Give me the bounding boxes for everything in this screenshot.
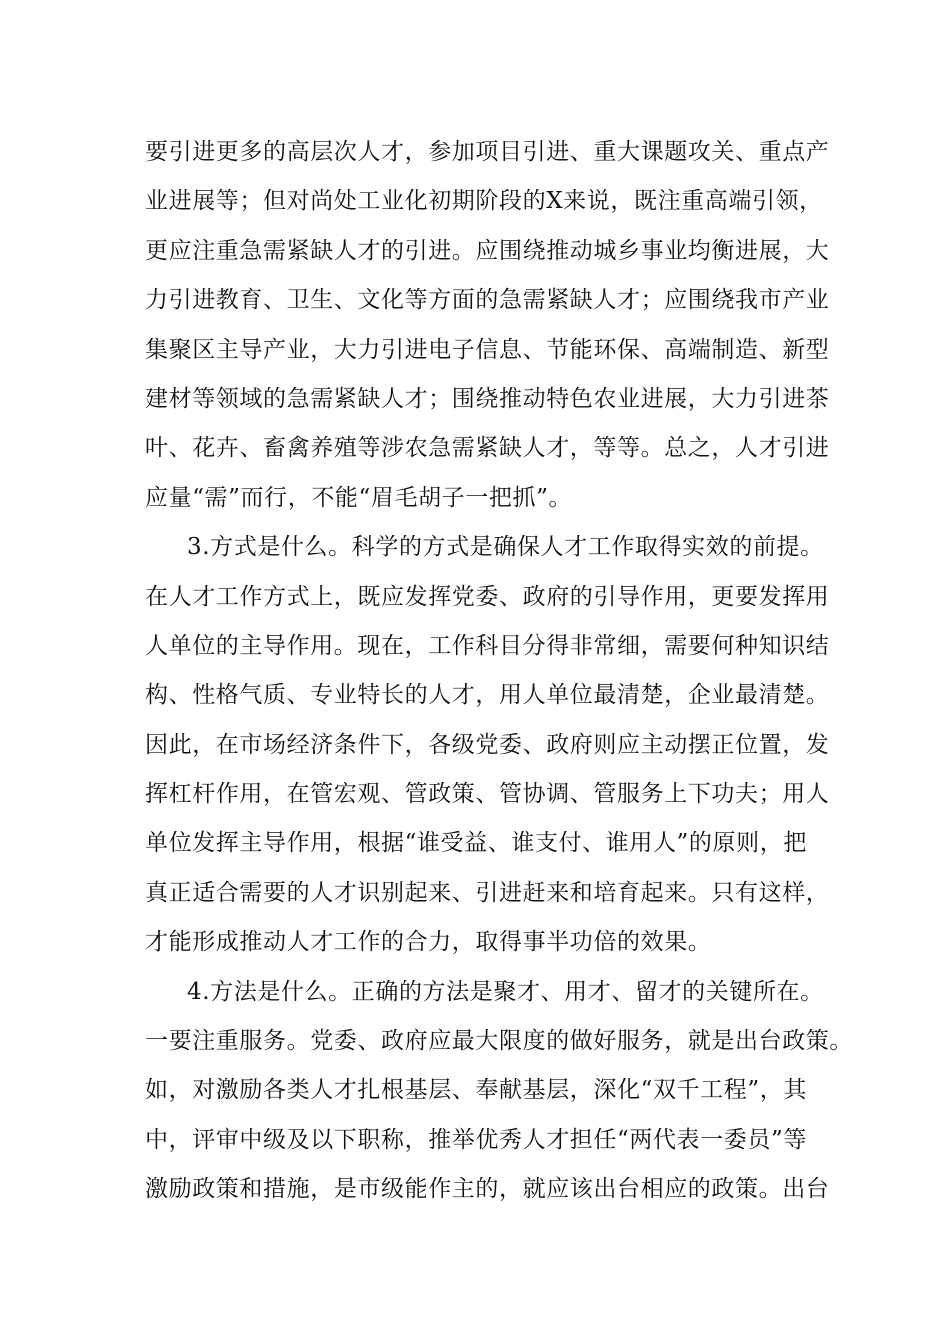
text-line: 因此，在市场经济条件下，各级党委、政府则应主动摆正位置，发 bbox=[145, 731, 830, 758]
text-line: 一要注重服务。党委、政府应最大限度的做好服务，就是出台政策。 bbox=[145, 1028, 853, 1055]
text-line: 构、性格气质、专业特长的人才，用人单位最清楚，企业最清楚。 bbox=[145, 682, 830, 709]
text-line: 人单位的主导作用。现在，工作科目分得非常细，需要何种知识结 bbox=[145, 632, 830, 659]
text-line: 才能形成推动人才工作的合力，取得事半功倍的效果。 bbox=[145, 929, 712, 956]
paragraph-heading-4: 4.方法是什么。正确的方法是聚才、用才、留才的关键所在。 bbox=[187, 978, 824, 1005]
text-line: 单位发挥主导作用，根据“谁受益、谁支付、谁用人”的原则，把 bbox=[145, 830, 807, 857]
paragraph-heading-3: 3.方式是什么。科学的方式是确保人才工作取得实效的前提。 bbox=[187, 534, 824, 561]
text-line: 力引进教育、卫生、文化等方面的急需紧缺人才；应围绕我市产业 bbox=[145, 287, 830, 314]
text-line: 集聚区主导产业，大力引进电子信息、节能环保、高端制造、新型 bbox=[145, 336, 830, 363]
text-line: 真正适合需要的人才识别起来、引进赶来和培育起来。只有这样， bbox=[145, 879, 830, 906]
text-line: 叶、花卉、畜禽养殖等涉农急需紧缺人才，等等。总之，人才引进 bbox=[145, 435, 830, 462]
text-line: 应量“需”而行，不能“眉毛胡子一把抓”。 bbox=[145, 484, 573, 511]
text-line: 挥杠杆作用，在管宏观、管政策、管协调、管服务上下功夫；用人 bbox=[145, 781, 830, 808]
text-line: 业进展等；但对尚处工业化初期阶段的X来说，既注重高端引领， bbox=[145, 188, 823, 215]
text-line: 在人才工作方式上，既应发挥党委、政府的引导作用，更要发挥用 bbox=[145, 583, 830, 610]
text-line: 中，评审中级及以下职称，推举优秀人才担任“两代表一委员”等 bbox=[145, 1126, 807, 1153]
text-line: 要引进更多的高层次人才，参加项目引进、重大课题攻关、重点产 bbox=[145, 139, 830, 165]
text-line: 如，对激励各类人才扎根基层、奉献基层，深化“双千工程”，其 bbox=[145, 1077, 807, 1104]
body-text bbox=[145, 128, 853, 1215]
text-line: 建材等领域的急需紧缺人才；围绕推动特色农业进展，大力引进茶 bbox=[145, 385, 830, 412]
text-line: 激励政策和措施，是市级能作主的，就应该出台相应的政策。出台 bbox=[145, 1176, 830, 1203]
text-line: 更应注重急需紧缺人才的引进。应围绕推动城乡事业均衡进展，大 bbox=[145, 237, 830, 264]
